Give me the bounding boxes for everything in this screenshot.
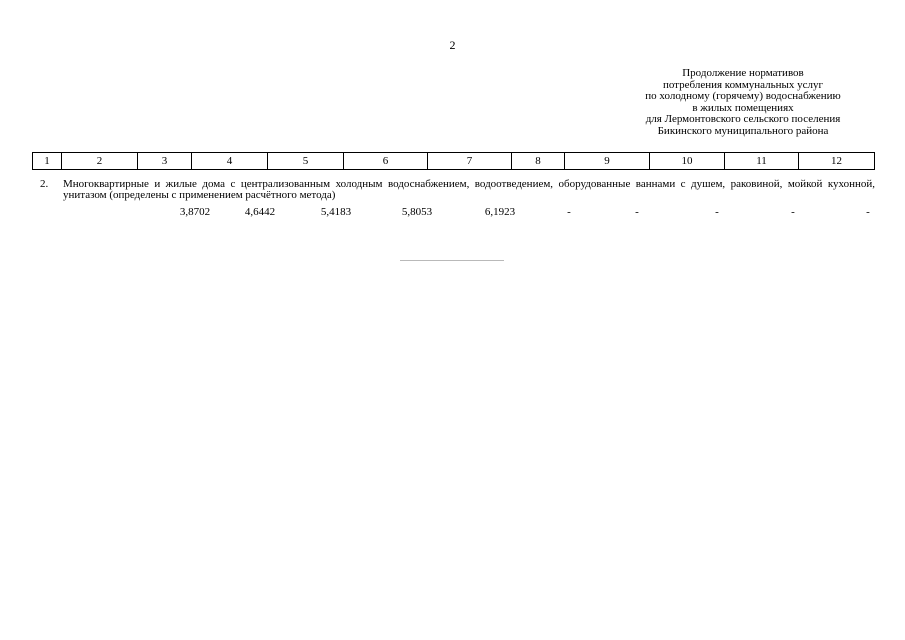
caption-line-6: Бикинского муниципального района [657,124,829,137]
value-col-8: - [567,206,571,218]
value-col-7: 6,1923 [484,206,516,218]
value-col-3: 3,8702 [179,206,211,218]
table-caption [613,68,873,138]
column-header-3: 3 [138,153,192,170]
table-row [32,206,874,220]
value-col-9: - [635,206,639,218]
caption-line-3: по холодному (горячему) водоснабжению [645,90,841,103]
header-row [33,153,875,170]
page-number: 2 [449,38,456,52]
column-header-5: 5 [268,153,344,170]
column-header-6: 6 [344,153,428,170]
value-col-6: 5,8053 [401,206,433,218]
end-divider [400,260,504,261]
value-col-12: - [866,206,870,218]
value-col-10: - [715,206,719,218]
row-description: Многоквартирные и жилые дома с централизованным холодным водоснабжением, водоотведением, оборудованные ваннами с душем, раковиной, мойкой кухонной, унитазом (определены с применением расчётного метода) [63,178,875,201]
caption-line-4: в жилых помещениях [692,101,794,114]
value-col-11: - [791,206,795,218]
caption-line-1: Продолжение нормативов [682,67,804,79]
column-header-12: 12 [799,153,875,170]
value-col-5: 5,4183 [320,206,352,218]
column-header-4: 4 [192,153,268,170]
caption-line-5: для Лермонтовского сельского поселения [645,113,841,126]
column-header-7: 7 [428,153,512,170]
row-number: 2. [40,178,49,190]
caption-line-2: потребления коммунальных услуг [662,78,824,91]
value-col-4: 4,6442 [244,206,276,218]
column-header-2: 2 [62,153,138,170]
column-header-9: 9 [565,153,650,170]
column-header-1: 1 [33,153,62,170]
column-header-8: 8 [512,153,565,170]
column-header-10: 10 [650,153,725,170]
column-number-header [32,152,875,170]
column-header-11: 11 [725,153,799,170]
